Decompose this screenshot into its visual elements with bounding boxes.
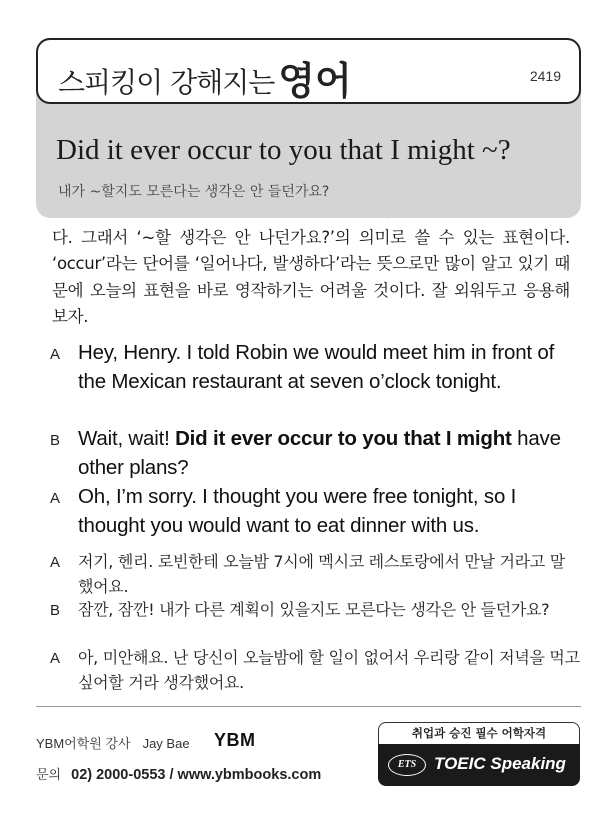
dialogue-line: Hey, Henry. I told Robin we would meet him in front of the Mexican restaurant at seven o’clock tonight. [78,341,555,393]
ybm-logo: YBM [214,730,256,750]
dialogue-en-1 [50,338,580,396]
toeic-speaking-logo: TOEIC Speaking [434,754,566,773]
dialogue-ko-3 [50,646,580,695]
speaker-label: B [50,602,61,619]
series-brand [58,48,352,103]
contact-value: 02) 2000-0553 / www.ybmbooks.com [71,767,322,783]
issue-number: 2419 [529,68,561,84]
dialogue-line: 저기, 헨리. 로빈한테 오늘밤 7시에 멕시코 레스토랑에서 만날 거라고 말했어요. [78,552,565,596]
header-box [36,38,581,104]
author-credit [36,733,190,752]
dialogue-line-pre: Wait, wait! [78,427,176,450]
expression-translation: 내가 ~할지도 모른다는 생각은 안 들던가요? [58,184,330,200]
dialogue-line: 잠깐, 잠깐! 내가 다른 계획이 있을지도 모른다는 생각은 안 들던가요? [78,600,550,619]
key-expression: Did it ever occur to you that I might [175,427,512,450]
author-name: Jay Bae [142,736,190,751]
toeic-ad [378,722,580,786]
intro-paragraph: 다. 그래서 ‘~할 생각은 안 나던가요?’의 의미로 쓸 수 있는 표현이다. ‘occur’라는 단어를 ‘일어나다, 발생하다’라는 뜻으로만 많이 알고 있기 때문에 오늘의 표현을 바로 영작하기는 어려울 것이다. 잘 외워두고 응용해보자. [52,227,570,326]
speaker-label: A [50,650,61,667]
contact-label: 문의 [36,767,62,782]
dialogue-line: Oh, I’m sorry. I thought you were free tonight, so I thought you would want to eat dinner with us. [78,485,517,537]
speaker-label: A [50,490,61,507]
speaker-label: A [50,554,61,571]
brand-small-text: 스피킹이 강해지는 [58,66,275,99]
contact-info [36,764,321,783]
dialogue-line-post: have other plans? [78,427,561,479]
ets-logo: ETS [388,754,426,776]
dialogue-ko-1 [50,550,580,599]
dialogue-ko-2 [50,598,580,623]
speaker-label: B [50,432,61,449]
dialogue-line: 아, 미안해요. 난 당신이 오늘밤에 할 일이 없어서 우리랑 같이 저녁을 먹고 싶어할 거라 생각했어요. [78,648,580,692]
dialogue-en-3 [50,482,580,540]
dialogue-en-2 [50,424,580,482]
dialogue-line [78,424,580,482]
divider [36,706,581,707]
expression-title: Did it ever occur to you that I might ~? [56,134,511,166]
speaker-label: A [50,346,61,363]
ad-banner [378,744,580,786]
ad-tagline: 취업과 승진 필수 어학자격 [378,722,580,744]
header-card [36,38,581,200]
brand-big-text: 영어 [278,59,352,103]
author-role: YBM어학원 강사 [36,736,131,751]
